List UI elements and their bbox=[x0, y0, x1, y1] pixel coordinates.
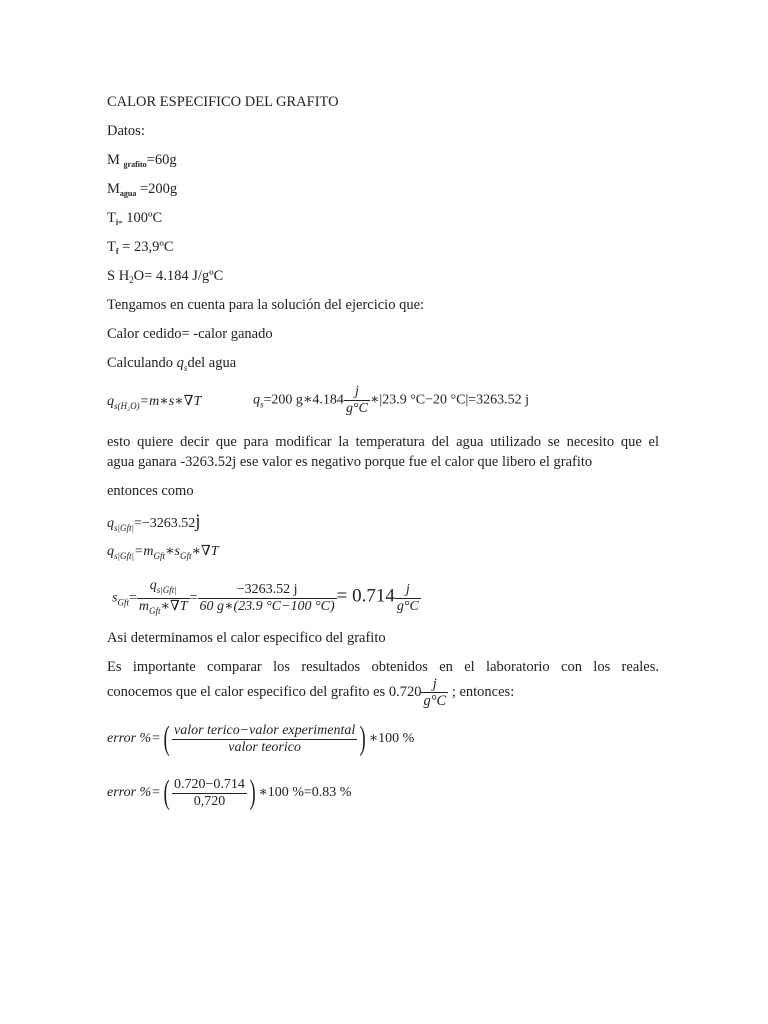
fraction-inline-j-gc: $\frac{j}{g^\circ C}$ bbox=[423, 676, 447, 709]
text-esto-line2: agua ganara -3263.52j ese valor es negativo porque fue el calor que libero el grafito bbox=[107, 454, 593, 470]
equation-q-grafito-formula: $q_{s|Gft|}=m_{Gft}∗s_{Gft}∗\nabla T$ bbox=[107, 544, 219, 561]
data-line-m-agua: $M_{agua} =200g$ bbox=[107, 181, 178, 198]
equation-error-value: error %=( $\frac{0.720-0.714}{0,720}$ ) ∗100 %=0.83 % bbox=[107, 774, 352, 811]
text-es-importante: Es importante comparar los resultados obtenidos en el laboratorio con los reales. bbox=[107, 659, 659, 675]
fraction-q-over-m: $\frac{q_{s|Gft|}}{m_{Gft}∗\nabla T}$ bbox=[138, 578, 188, 616]
data-line-m-grafito: M $_{grafito}$=60g bbox=[107, 152, 177, 169]
fraction-j-gc-result: $\frac{j}{g^\circ C}$ bbox=[396, 582, 419, 614]
data-line-ti: $T_{i=}$ 100ºC bbox=[107, 210, 163, 227]
equation-q-agua-value: $q_s=200$ g∗4.184 $\frac{j}{g^\circ C}$ ∗|23.9 °C−20 °C|=3263.52 j bbox=[253, 384, 530, 416]
fraction-j-gc: $\frac{j}{g^\circ C}$ bbox=[345, 384, 368, 416]
text-entonces: entonces como bbox=[107, 483, 194, 499]
fraction-error-value: $\frac{0.720-0.714}{0,720}$ bbox=[173, 776, 245, 809]
text-esto-line1: esto quiere decir que para modificar la temperatura del agua utilizado se necesito que el bbox=[107, 434, 659, 450]
text-conocemos: conocemos que el calor especifico del grafito es 0.720 $\frac{j}{g^\circ C}$ ; entonces: bbox=[107, 676, 515, 709]
text-asi: Asi determinamos el calor especifico del grafito bbox=[107, 630, 386, 646]
fraction-value: $\frac{-3263.52 j}{60 g∗(23.9 ^\circ C-100 ^\circ C)}$ bbox=[199, 582, 335, 614]
equation-q-agua: $q_{s(H_2O)}=m∗s∗\nabla T$ bbox=[107, 394, 202, 411]
fraction-error-formula: $\frac{\text{valor terico−valor experimental}}{\text{valor teorico}}$ bbox=[173, 722, 356, 755]
datos-label: Datos: bbox=[107, 123, 145, 139]
equation-s-grafito: $s_{Gft}=$ $\frac{q_{s|Gft|}}{m_{Gft}∗\nabla T}$ = $\frac{-3263.52 j}{60 g∗(23.9 ^\circ C-100 ^\circ C)}$ = 0.714 $\frac{j}{g^\circ C}$ bbox=[112, 578, 421, 619]
equation-q-grafito: $q_{s|Gft|}=-3263.52j$ bbox=[107, 511, 201, 533]
data-line-tf: $T_f$ = 23,9ºC bbox=[107, 239, 174, 256]
text-tengamos: Tengamos en cuenta para la solución del ejercicio que: bbox=[107, 297, 425, 313]
title: CALOR ESPECIFICO DEL GRAFITO bbox=[107, 94, 339, 110]
data-line-s-h2o: S $H_2O= 4.184$ J/gºC bbox=[107, 268, 224, 285]
equation-error-formula: error %=( $\frac{\text{valor terico−valor experimental}}{\text{valor teorico}}$ ) ∗100 % bbox=[107, 720, 415, 757]
text-calor-cedido: Calor cedido= -calor ganado bbox=[107, 326, 273, 342]
text-calculando: Calculando $q_sdel$ agua bbox=[107, 355, 237, 373]
